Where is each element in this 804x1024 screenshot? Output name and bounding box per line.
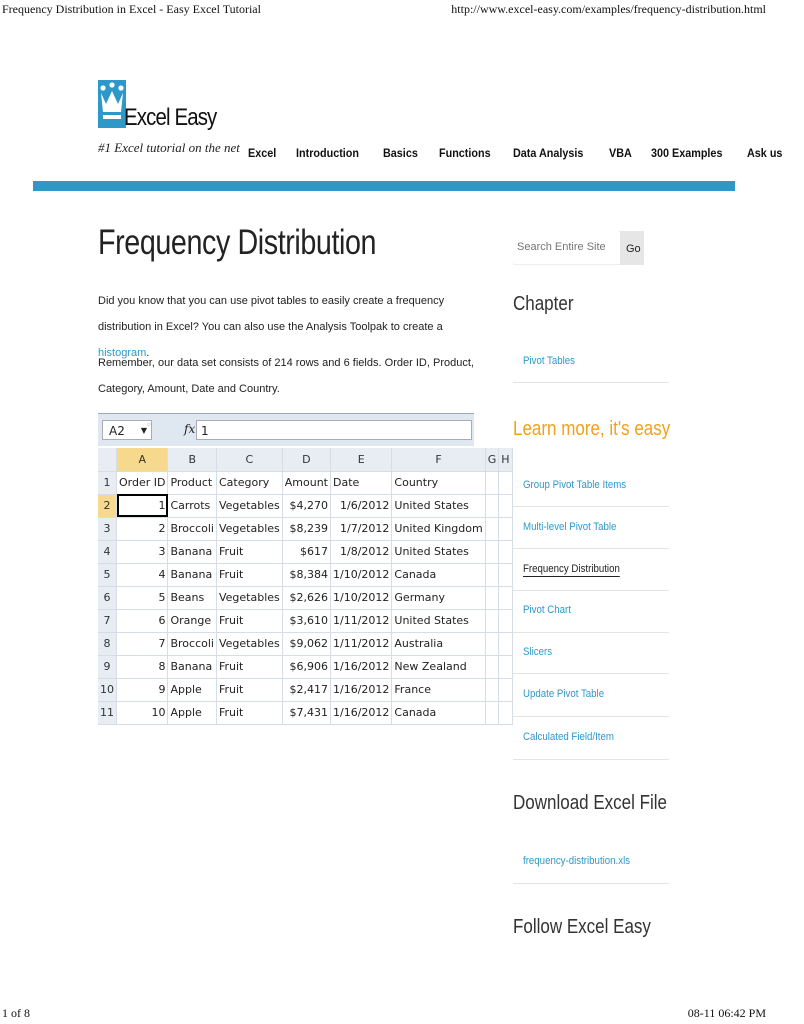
sheet-cell [499, 586, 512, 609]
sheet-cell: $8,239 [282, 517, 330, 540]
sheet-cell [499, 494, 512, 517]
search-input[interactable] [513, 231, 619, 263]
print-footer-datetime: 08-11 06:42 PM [687, 1006, 766, 1020]
divider [513, 590, 669, 591]
nav-vba[interactable]: VBA [608, 146, 632, 160]
sheet-cell: Vegetables [216, 586, 282, 609]
sheet-cell: $2,626 [282, 586, 330, 609]
sheet-cell: 1/11/2012 [331, 609, 392, 632]
learn-link-multi-level[interactable]: Multi-level Pivot Table [523, 521, 617, 533]
print-header-title: Frequency Distribution in Excel - Easy Excel Tutorial [2, 2, 261, 16]
learn-link-calculated-field[interactable]: Calculated Field/Item [523, 731, 614, 743]
sheet-grid [98, 448, 513, 725]
sheet-cell [485, 540, 499, 563]
column-header: H [499, 448, 512, 471]
divider [513, 673, 669, 674]
sheet-cell [499, 655, 512, 678]
sheet-corner [98, 448, 117, 471]
site-tagline: #1 Excel tutorial on the net [98, 140, 240, 155]
sheet-cell: 2 [117, 517, 168, 540]
sheet-cell: 1/10/2012 [331, 586, 392, 609]
print-footer-page: 1 of 8 [2, 1006, 30, 1020]
sheet-cell: 10 [117, 701, 168, 724]
sheet-cell [485, 701, 499, 724]
sheet-cell [499, 517, 512, 540]
sheet-row [98, 586, 512, 609]
sheet-cell [499, 609, 512, 632]
sheet-cell: Broccoli [168, 632, 217, 655]
sheet-cell: Vegetables [216, 517, 282, 540]
sheet-cell: 1/16/2012 [331, 678, 392, 701]
sheet-row [98, 632, 512, 655]
column-header: B [168, 448, 217, 471]
sheet-cell: 6 [117, 609, 168, 632]
sheet-row [98, 701, 512, 724]
follow-heading: Follow Excel Easy [513, 916, 651, 938]
sheet-cell: Australia [392, 632, 485, 655]
nav-basics[interactable]: Basics [383, 146, 419, 160]
row-header: 7 [98, 609, 117, 632]
sheet-cell: Fruit [216, 609, 282, 632]
sheet-cell: 8 [117, 655, 168, 678]
row-header: 1 [98, 471, 117, 494]
row-header: 6 [98, 586, 117, 609]
sheet-cell: Carrots [168, 494, 217, 517]
row-header: 3 [98, 517, 117, 540]
sheet-row [98, 471, 512, 494]
sheet-cell [499, 678, 512, 701]
learn-link-slicers[interactable]: Slicers [523, 646, 553, 658]
name-box-value: A2 [109, 424, 125, 438]
row-header: 9 [98, 655, 117, 678]
sheet-cell: 1/8/2012 [331, 540, 392, 563]
sheet-rows [98, 471, 512, 724]
column-header: F [392, 448, 485, 471]
sheet-row [98, 563, 512, 586]
chapter-link-pivot-tables[interactable]: Pivot Tables [523, 355, 576, 367]
row-header: 11 [98, 701, 117, 724]
sheet-cell: Apple [168, 678, 217, 701]
sheet-cell: Canada [392, 563, 485, 586]
formula-controls-icon: ◦ [146, 420, 152, 431]
sheet-cell: New Zealand [392, 655, 485, 678]
sheet-cell: Germany [392, 586, 485, 609]
row-header: 2 [98, 494, 117, 517]
nav-introduction[interactable]: Introduction [296, 146, 360, 160]
sheet-cell: Canada [392, 701, 485, 724]
sheet-cell: Apple [168, 701, 217, 724]
sheet-cell: Fruit [216, 678, 282, 701]
sheet-row [98, 517, 512, 540]
sheet-header-cell: Country [392, 471, 485, 494]
sheet-row [98, 494, 512, 517]
header-accent-bar [33, 181, 735, 191]
sheet-cell: Broccoli [168, 517, 217, 540]
function-icon: fx [184, 422, 196, 436]
print-header-url: http://www.excel-easy.com/examples/frequency-distribution.html [451, 2, 766, 16]
sheet-cell: 9 [117, 678, 168, 701]
divider [513, 506, 669, 507]
sheet-cell: United Kingdom [392, 517, 485, 540]
learn-link-update-pivot-table[interactable]: Update Pivot Table [523, 688, 605, 700]
sheet-cell [499, 471, 512, 494]
learn-more-heading: Learn more, it's easy [513, 418, 671, 440]
divider [513, 382, 669, 383]
sheet-cell [485, 586, 499, 609]
sheet-row [98, 609, 512, 632]
sheet-cell: 1/6/2012 [331, 494, 392, 517]
sheet-cell [485, 609, 499, 632]
site-brand[interactable]: Excel Easy [124, 104, 217, 131]
sheet-cell [485, 563, 499, 586]
sheet-cell: 1/7/2012 [331, 517, 392, 540]
sheet-header-cell: Order ID [117, 471, 168, 494]
sheet-cell [499, 540, 512, 563]
divider [513, 632, 669, 633]
sheet-cell: $3,610 [282, 609, 330, 632]
dropdown-arrow-icon: ▼ [140, 426, 147, 435]
sheet-header-cell: Category [216, 471, 282, 494]
nav-active-indicator [552, 179, 622, 181]
sheet-cell: 1 [117, 494, 168, 517]
row-header: 10 [98, 678, 117, 701]
column-header: G [485, 448, 499, 471]
sheet-cell: 3 [117, 540, 168, 563]
sheet-cell: Fruit [216, 540, 282, 563]
nav-data-analysis[interactable]: Data Analysis [513, 146, 584, 160]
sheet-cell: United States [392, 609, 485, 632]
sheet-cell: $7,431 [282, 701, 330, 724]
nav-ask-us[interactable]: Ask us [747, 146, 783, 160]
sheet-cell [485, 655, 499, 678]
divider [513, 716, 669, 717]
intro-end: . [146, 347, 150, 359]
sheet-cell [499, 563, 512, 586]
sheet-cell: United States [392, 540, 485, 563]
learn-link-frequency-distribution[interactable]: Frequency Distribution [523, 563, 620, 575]
crown-logo-icon[interactable] [98, 80, 126, 128]
learn-link-pivot-chart[interactable]: Pivot Chart [523, 604, 571, 616]
sheet-cell: Fruit [216, 701, 282, 724]
sheet-cell: $2,417 [282, 678, 330, 701]
sheet-cell: Banana [168, 540, 217, 563]
name-box [102, 420, 152, 440]
nav-functions[interactable]: Functions [439, 146, 491, 160]
sheet-cell: $4,270 [282, 494, 330, 517]
sheet-header-cell: Date [331, 471, 392, 494]
sheet-cell: $9,062 [282, 632, 330, 655]
column-header: E [331, 448, 392, 471]
sheet-cell: Fruit [216, 655, 282, 678]
sheet-cell: $6,906 [282, 655, 330, 678]
divider [513, 759, 669, 760]
chapter-heading: Chapter [513, 293, 574, 315]
sheet-cell: 5 [117, 586, 168, 609]
sheet-cell: Banana [168, 655, 217, 678]
spreadsheet-screenshot [98, 413, 510, 722]
sheet-cell: $617 [282, 540, 330, 563]
sheet-row [98, 655, 512, 678]
learn-link-group-items[interactable]: Group Pivot Table Items [523, 479, 627, 491]
row-header: 8 [98, 632, 117, 655]
intro-text: Did you know that you can use pivot tables to easily create a frequency distribution in Excel? You can also use the Analysis Toolpak to create a [98, 295, 445, 333]
nav-300-examples[interactable]: 300 Examples [650, 146, 723, 160]
download-link[interactable]: frequency-distribution.xls [523, 855, 631, 867]
sheet-cell: Banana [168, 563, 217, 586]
nav-excel[interactable]: Excel [248, 146, 277, 160]
sheet-cell: Fruit [216, 563, 282, 586]
sheet-cell [485, 517, 499, 540]
row-header: 4 [98, 540, 117, 563]
sheet-cell: Vegetables [216, 494, 282, 517]
sheet-cell: 1/10/2012 [331, 563, 392, 586]
formula-value: 1 [196, 420, 472, 440]
sheet-cell [499, 632, 512, 655]
sheet-cell: France [392, 678, 485, 701]
sheet-cell: 4 [117, 563, 168, 586]
sheet-cell: 1/16/2012 [331, 655, 392, 678]
column-header: A [117, 448, 168, 471]
column-header: C [216, 448, 282, 471]
sheet-header-cell: Product [168, 471, 217, 494]
sheet-cell [485, 678, 499, 701]
sheet-cell [499, 701, 512, 724]
divider [513, 883, 669, 884]
sheet-header-cell: Amount [282, 471, 330, 494]
search-go-button[interactable]: Go [620, 231, 644, 265]
sheet-cell [485, 632, 499, 655]
sheet-cell: Vegetables [216, 632, 282, 655]
sheet-cell [485, 494, 499, 517]
column-header: D [282, 448, 330, 471]
main-nav [248, 146, 804, 160]
divider [513, 548, 669, 549]
formula-bar [98, 414, 474, 446]
sheet-cell: Beans [168, 586, 217, 609]
sheet-cell: $8,384 [282, 563, 330, 586]
sheet-cell: Orange [168, 609, 217, 632]
row-header: 5 [98, 563, 117, 586]
sheet-cell: 1/11/2012 [331, 632, 392, 655]
sheet-row [98, 540, 512, 563]
page-title: Frequency Distribution [98, 223, 377, 262]
sheet-cell: 7 [117, 632, 168, 655]
sheet-cell [485, 471, 499, 494]
sheet-cell: United States [392, 494, 485, 517]
sheet-cell: 1/16/2012 [331, 701, 392, 724]
dataset-paragraph: Remember, our data set consists of 214 rows and 6 fields. Order ID, Product, Category, Amount, Date and Country. [98, 357, 474, 395]
download-heading: Download Excel File [513, 792, 668, 814]
histogram-link[interactable]: histogram [98, 347, 147, 359]
sheet-row [98, 678, 512, 701]
